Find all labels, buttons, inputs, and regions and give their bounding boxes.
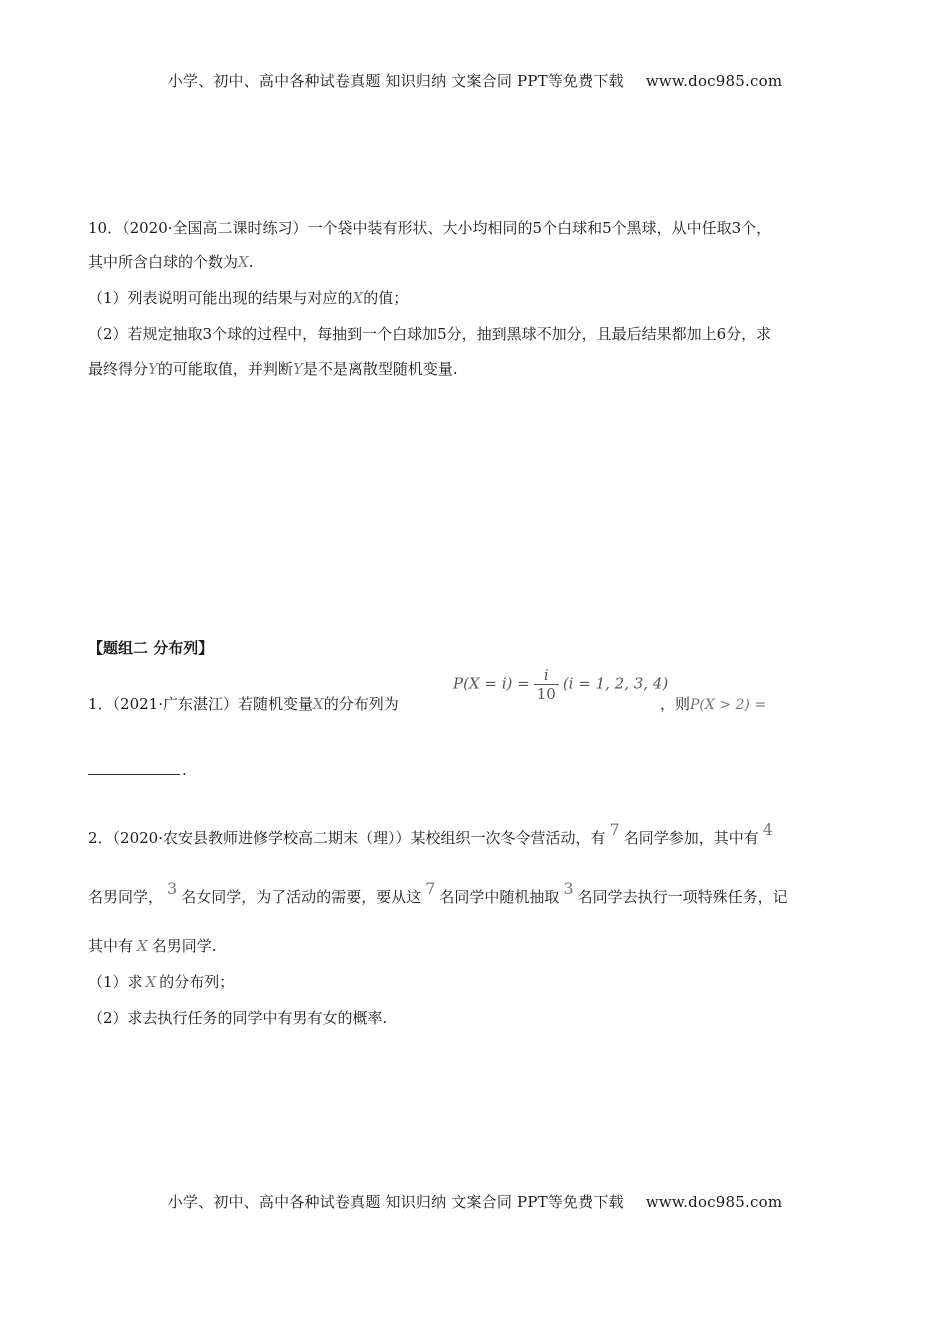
q1-end: .: [182, 761, 187, 779]
q2-line3-text-a: 其中有: [88, 937, 134, 955]
var-y: Y: [148, 360, 158, 378]
q2-line2-text-d: 名同学去执行一项特殊任务，记: [577, 888, 788, 906]
q10-part2-text-a: 最终得分: [88, 360, 149, 378]
distribution-formula: [453, 666, 668, 703]
q1-prefix: 1．（2021·广东湛江）若随机变量: [88, 695, 313, 713]
formula-left: P(X = i) =: [453, 674, 530, 693]
num-7: 7: [609, 820, 620, 839]
section-title: 【题组二 分布列】: [88, 639, 214, 657]
q10-part2-line1: （2）若规定抽取3个球的过程中，每抽到一个白球加5分，抽到黑球不加分，且最后结果都加上6分，求: [88, 325, 772, 343]
formula-numerator: i: [534, 666, 559, 685]
q10-part2-text-c: 是不是离散型随机变量.: [302, 360, 458, 378]
q10-line2-text: 其中所含白球的个数为: [88, 253, 239, 271]
formula-fraction: [534, 666, 559, 703]
q2-line1-text-b: 名同学参加，其中有: [623, 829, 759, 847]
q2-part1-text-b: 的分布列；: [159, 973, 235, 991]
q2-line3-text-b: 名男同学.: [151, 937, 217, 955]
var-x: X: [313, 695, 324, 713]
q2-line2-text-c: 名同学中随机抽取: [439, 888, 560, 906]
formula-right: (i = 1, 2, 3, 4): [562, 674, 669, 693]
q1-suffix-line: [660, 694, 766, 715]
footer-text: 小学、初中、高中各种试卷真题 知识归纳 文案合同 PPT等免费下载: [167, 1193, 624, 1211]
q10-part2-text-b: 的可能取值，并判断: [157, 360, 293, 378]
q10-part2-line2: [88, 359, 458, 379]
q10-part1: [88, 288, 408, 308]
q2-line2-text-a: 名男同学，: [88, 888, 164, 906]
page-footer: [0, 1191, 950, 1212]
q1-mid: 的分布列为: [323, 695, 399, 713]
var-y: Y: [292, 360, 303, 378]
q10-line1: 10．（2020·全国高二课时练习）一个袋中装有形状、大小均相同的5个白球和5个黑球，从中任取3个，: [88, 219, 772, 237]
q2-line2: [88, 879, 788, 907]
header-text: 小学、初中、高中各种试卷真题 知识归纳 文案合同 PPT等免费下载: [167, 72, 624, 90]
q2-part2: （2）求去执行任务的同学中有男有女的概率.: [88, 1009, 388, 1027]
q1-suffix: ，则: [660, 695, 691, 713]
q1-line: [88, 694, 399, 714]
var-x: X: [238, 253, 249, 271]
num-7: 7: [425, 879, 436, 898]
q2-line2-text-b: 名女同学，为了活动的需要，要从这: [181, 888, 422, 906]
header-url[interactable]: www.doc985.com: [645, 72, 783, 90]
var-x: X: [137, 937, 148, 955]
page-header: [0, 70, 950, 91]
q1-ask: P(X > 2) =: [690, 697, 767, 713]
q2-part1: [88, 972, 234, 992]
q2-part1-text-a: （1）求: [88, 973, 143, 991]
formula-denominator: 10: [536, 685, 556, 703]
var-x: X: [352, 289, 364, 307]
var-x: X: [145, 973, 157, 991]
num-4: 4: [762, 820, 773, 839]
footer-url[interactable]: www.doc985.com: [645, 1193, 783, 1211]
q2-line3: [88, 936, 216, 956]
num-3: 3: [167, 879, 178, 898]
q10-part1-text: （1）列表说明可能出现的结果与对应的: [88, 289, 353, 307]
q2-line1-text-a: 2．（2020·农安县教师进修学校高二期末（理））某校组织一次冬令营活动，有: [88, 829, 606, 847]
q1-answer-line: [88, 760, 187, 780]
answer-blank[interactable]: [88, 774, 180, 775]
q10-part1-end: 的值；: [363, 289, 409, 307]
q2-line1: [88, 820, 777, 848]
q10-line2: [88, 252, 253, 272]
num-3: 3: [563, 879, 574, 898]
q10-line2-end: .: [248, 253, 254, 271]
